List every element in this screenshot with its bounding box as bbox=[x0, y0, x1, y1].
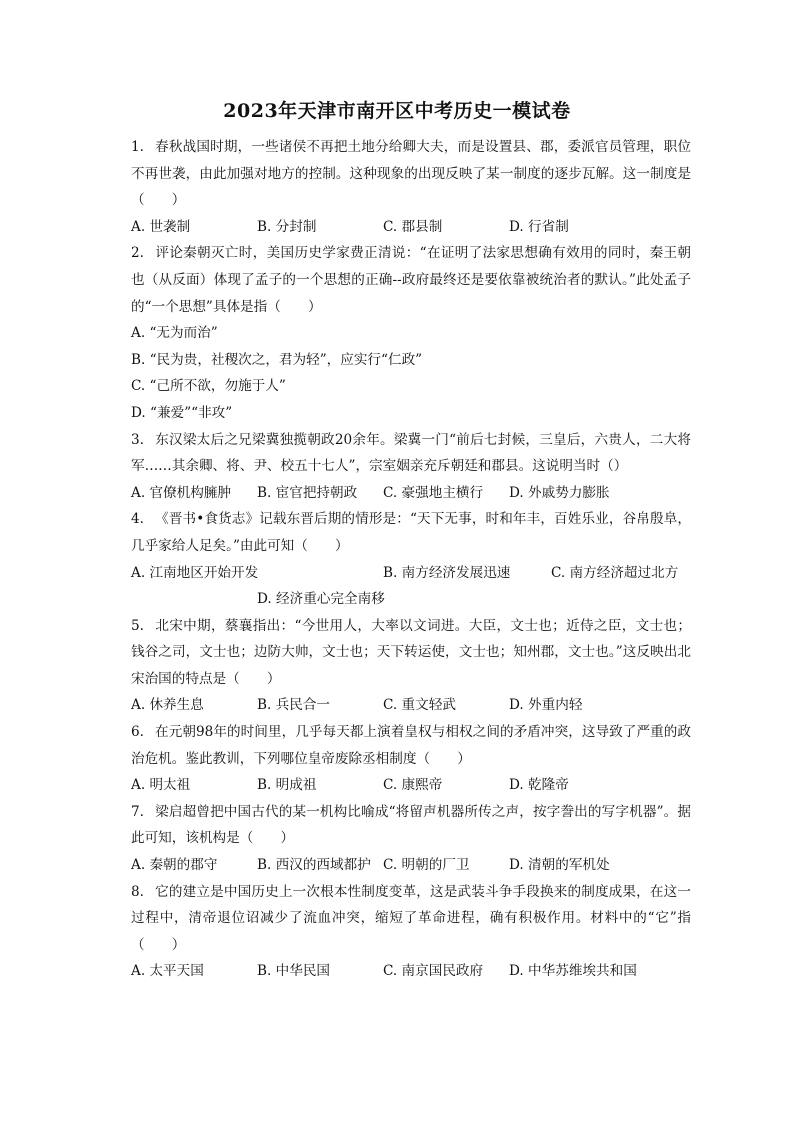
question-text: 《晋书•食货志》记载东晋后期的情形是：“天下无事，时和年丰，百姓乐业，谷帛殷阜，几乎家给人足矣。”由此可知（ ） bbox=[131, 511, 691, 554]
option-list bbox=[131, 692, 691, 719]
question-number: 1. bbox=[131, 139, 144, 155]
question-stem bbox=[131, 879, 691, 959]
question-number: 3. bbox=[131, 431, 144, 448]
question-text: 评论秦朝灭亡时，美国历史学家费正清说：“在证明了法家思想确有效用的同时，秦王朝也（从反面）体现了孟子的一个思想的正确--政府最终还是要依靠被统治者的默认。”此处孟子的“一个思想”具体是指（ ） bbox=[131, 245, 691, 315]
option-b: B. “民为贵，社稷次之，君为轻”，应实行“仁政” bbox=[131, 351, 423, 368]
option-d: D. 乾隆帝 bbox=[509, 777, 569, 794]
question-6 bbox=[131, 719, 691, 799]
question-stem bbox=[131, 240, 691, 320]
option-c: C. 重文轻武 bbox=[383, 697, 456, 714]
option-b: B. 兵民合一 bbox=[257, 697, 331, 714]
option-b: B. 宦官把持朝政 bbox=[257, 484, 358, 501]
question-text: 它的建立是中国历史上一次根本性制度变革，这是武装斗争手段换来的制度成果，在这一过程中，清帝退位诏减少了流血冲突，缩短了革命进程，确有积极作用。材料中的“它”指（ ） bbox=[131, 883, 691, 953]
option-list bbox=[131, 560, 691, 587]
option-b: B. 明成祖 bbox=[257, 777, 317, 794]
question-2 bbox=[131, 240, 691, 426]
option-b: B. 分封制 bbox=[257, 218, 317, 235]
question-text: 春秋战国时期，一些诸侯不再把土地分给卿大夫，而是设置县、郡，委派官员管理，职位不再世袭，由此加强对地方的控制。这种现象的出现反映了某一制度的逐步瓦解。这一制度是（ ） bbox=[131, 139, 691, 209]
option-c: C. “己所不欲，勿施于人” bbox=[131, 378, 286, 395]
question-text: 梁启超曾把中国古代的某一机构比喻成“将留声机器所传之声，按字誊出的写字机器”。据此可知，该机构是（ ） bbox=[131, 803, 691, 847]
option-b: B. 西汉的西域都护 bbox=[257, 857, 371, 874]
option-d: D. 外重内轻 bbox=[509, 697, 583, 714]
option-d: D. 行省制 bbox=[509, 218, 569, 235]
option-a: A. 休养生息 bbox=[131, 697, 204, 714]
question-stem bbox=[131, 427, 691, 480]
question-5 bbox=[131, 613, 691, 719]
option-d: D. “兼爱”“非攻” bbox=[131, 404, 233, 421]
question-text: 在元朝98年的时间里，几乎每天都上演着皇权与相权之间的矛盾冲突，这导致了严重的政治危机。鉴此教训，下列哪位皇帝废除丞相制度（ ） bbox=[131, 724, 691, 767]
option-list bbox=[131, 852, 691, 879]
option-a: A. 江南地区开始开发 bbox=[131, 564, 259, 581]
option-b: B. 南方经济发展迅速 bbox=[383, 564, 511, 581]
option-d: D. 经济重心完全南移 bbox=[257, 591, 385, 608]
question-list bbox=[131, 134, 691, 985]
option-a: A. 太平天国 bbox=[131, 963, 204, 980]
question-8 bbox=[131, 879, 691, 985]
option-a: A. 秦朝的郡守 bbox=[131, 857, 218, 874]
option-c: C. 郡县制 bbox=[383, 218, 443, 235]
question-number: 8. bbox=[131, 883, 144, 900]
option-d: D. 清朝的军机处 bbox=[509, 857, 610, 874]
option-c: C. 南京国民政府 bbox=[383, 963, 484, 980]
question-number: 2. bbox=[131, 245, 144, 262]
question-number: 7. bbox=[131, 803, 144, 820]
question-4 bbox=[131, 506, 691, 612]
question-stem bbox=[131, 506, 691, 559]
exam-title: 2023年天津市南开区中考历史一模试卷 bbox=[223, 100, 571, 122]
option-d: D. 外戚势力膨胀 bbox=[509, 484, 610, 501]
question-stem bbox=[131, 799, 691, 852]
option-list bbox=[131, 958, 691, 985]
option-c: C. 豪强地主横行 bbox=[383, 484, 484, 501]
option-d: D. 中华苏维埃共和国 bbox=[509, 963, 637, 980]
question-stem bbox=[131, 719, 691, 772]
question-3 bbox=[131, 427, 691, 507]
question-1 bbox=[131, 134, 691, 240]
option-c: C. 南方经济超过北方 bbox=[551, 564, 679, 581]
question-text: 北宋中期，蔡襄指出：“今世用人，大率以文词进。大臣，文士也；近侍之臣，文士也；钱谷之司，文士也；边防大帅，文士也；天下转运使，文士也；知州郡，文士也。”这反映出北宋治国的特点是（ ） bbox=[131, 617, 691, 687]
question-number: 5. bbox=[131, 617, 144, 634]
option-a: A. 世袭制 bbox=[131, 218, 191, 235]
option-c: C. 明朝的厂卫 bbox=[383, 857, 470, 874]
option-a: A. 官僚机构臃肿 bbox=[131, 484, 232, 501]
question-number: 6. bbox=[131, 724, 144, 741]
option-a: A. 明太祖 bbox=[131, 777, 191, 794]
option-list-row-2 bbox=[131, 586, 691, 613]
question-text: 东汉梁太后之兄梁冀独揽朝政20余年。梁冀一门“前后七封候，三皇后，六贵人，二大将军……其余卿、将、尹、校五十七人”，宗室姻亲充斥朝廷和郡县。这说明当时（） bbox=[131, 431, 691, 475]
question-stem bbox=[131, 134, 691, 214]
option-list bbox=[131, 320, 691, 426]
option-list bbox=[131, 214, 691, 241]
question-7 bbox=[131, 799, 691, 879]
question-number: 4. bbox=[131, 511, 144, 528]
option-list bbox=[131, 772, 691, 799]
question-stem bbox=[131, 613, 691, 693]
option-a: A. “无为而治” bbox=[131, 325, 218, 342]
option-list bbox=[131, 480, 691, 507]
option-c: C. 康熙帝 bbox=[383, 777, 443, 794]
option-b: B. 中华民国 bbox=[257, 963, 331, 980]
